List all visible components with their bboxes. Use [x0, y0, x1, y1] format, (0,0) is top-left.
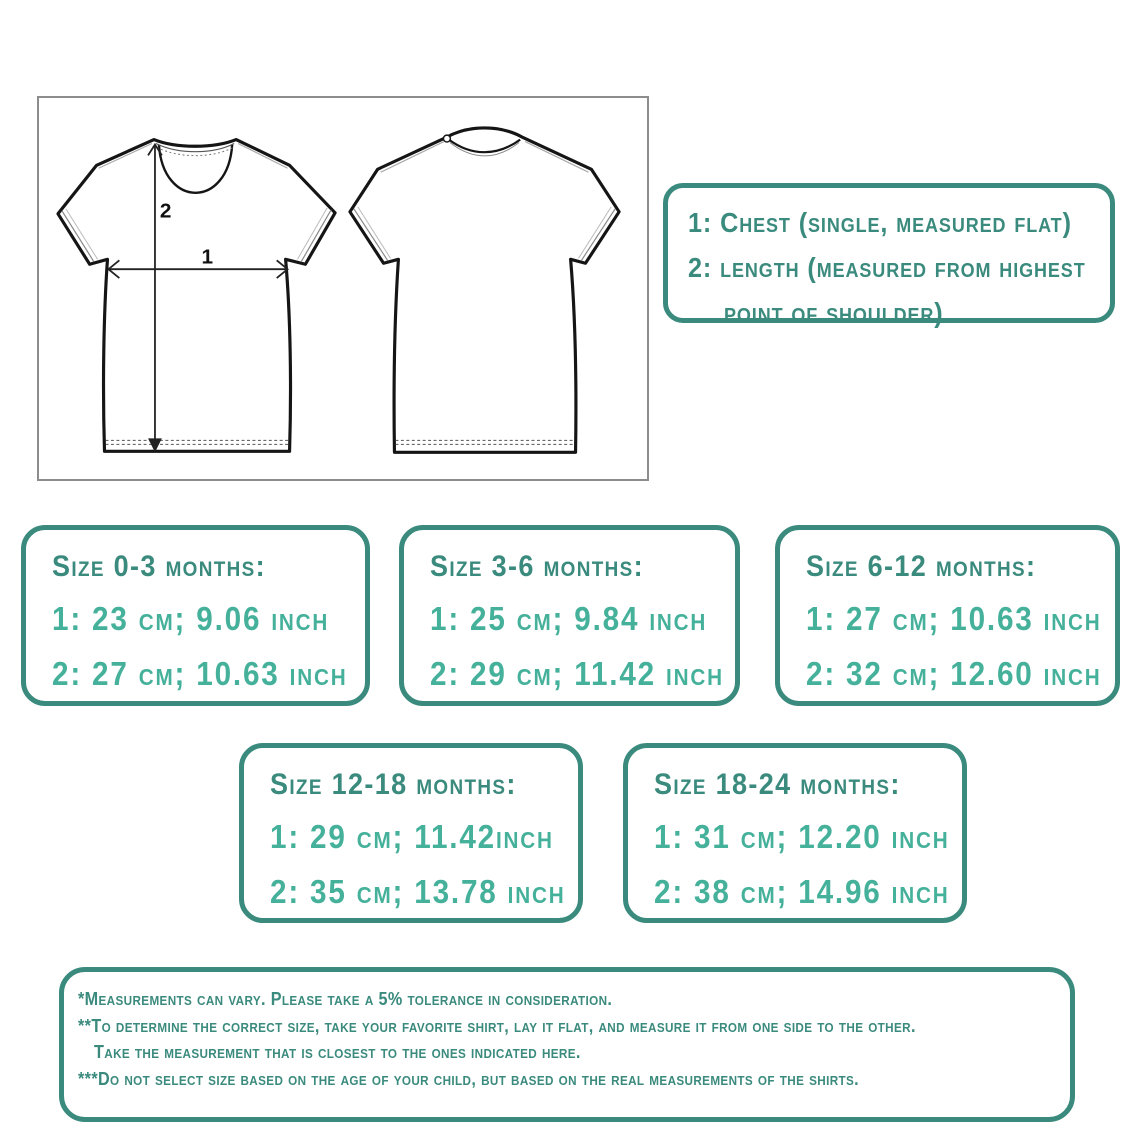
- size-box-title: [806, 544, 1115, 595]
- size-box-title-text: Size 0-3 months:: [52, 550, 266, 583]
- chest-measurement-text: 1: 27 cm; 10.63 inch: [806, 600, 1102, 637]
- length-measurement: [52, 650, 365, 705]
- size-box-title: [430, 544, 735, 595]
- footnote-how-to-measure-cont: [94, 1040, 1070, 1067]
- collar-notch: [443, 135, 450, 142]
- size-box-3-6-months: [399, 525, 740, 706]
- legend-line-chest: [688, 203, 1110, 248]
- chest-measurement-text: 1: 25 cm; 9.84 inch: [430, 600, 708, 637]
- footnote-how-to-measure-text: **To determine the correct size, take your favorite shirt, lay it flat, and measure it from one side to the other.: [78, 1015, 916, 1036]
- chest-arrow-label: 1: [201, 245, 214, 269]
- legend-line-chest-text: 1: Chest (single, measured flat): [688, 207, 1072, 238]
- chest-measurement-text: 1: 23 cm; 9.06 inch: [52, 600, 330, 637]
- size-box-12-18-months: [239, 743, 583, 923]
- legend-line-length-cont: [724, 293, 1110, 338]
- footnote-age-warning-text: ***Do not select size based on the age of your child, but based on the real measurements of the shirts.: [78, 1068, 860, 1089]
- size-box-title: [654, 762, 962, 813]
- length-measurement-text: 2: 29 cm; 11.42 inch: [430, 655, 724, 692]
- tshirt-diagram-panel: [37, 96, 649, 481]
- chest-measurement-text: 1: 29 cm; 11.42inch: [270, 818, 554, 855]
- footnote-how-to-measure-cont-text: Take the measurement that is closest to the ones indicated here.: [94, 1042, 581, 1062]
- size-box-title-text: Size 3-6 months:: [430, 550, 644, 583]
- chest-measurement-text: 1: 31 cm; 12.20 inch: [654, 818, 950, 855]
- size-box-title-text: Size 6-12 months:: [806, 550, 1037, 583]
- length-arrow-label: 2: [159, 199, 172, 223]
- size-box-title: [270, 762, 578, 813]
- length-measurement: [654, 868, 962, 923]
- length-measurement-text: 2: 35 cm; 13.78 inch: [270, 873, 566, 910]
- size-box-6-12-months: [775, 525, 1120, 706]
- length-measurement: [270, 868, 578, 923]
- length-measurement-text: 2: 27 cm; 10.63 inch: [52, 655, 348, 692]
- footnote-how-to-measure: [78, 1014, 1070, 1041]
- chest-measurement: [270, 813, 578, 868]
- front-shirt: [58, 140, 335, 452]
- chest-measurement: [52, 595, 365, 650]
- size-box-title-text: Size 12-18 months:: [270, 768, 517, 801]
- chest-measurement: [806, 595, 1115, 650]
- footnote-age-warning: [78, 1067, 1070, 1094]
- footnote-tolerance: [78, 987, 1070, 1014]
- size-box-title: [52, 544, 365, 595]
- size-box-0-3-months: [21, 525, 370, 706]
- footnotes-box: [59, 967, 1075, 1122]
- chest-measurement: [654, 813, 962, 868]
- measurement-legend-box: [663, 183, 1115, 328]
- chest-measurement: [430, 595, 735, 650]
- legend-line-length-text: 2: length (measured from highest: [688, 252, 1086, 283]
- size-box-18-24-months: [623, 743, 967, 923]
- length-measurement-text: 2: 38 cm; 14.96 inch: [654, 873, 950, 910]
- footnote-tolerance-text: *Measurements can vary. Please take a 5% tolerance in consideration.: [78, 989, 613, 1009]
- tshirt-technical-drawing: [39, 98, 647, 479]
- length-measurement: [806, 650, 1115, 705]
- back-shirt: [350, 128, 619, 452]
- length-measurement-text: 2: 32 cm; 12.60 inch: [806, 655, 1102, 692]
- size-box-title-text: Size 18-24 months:: [654, 768, 901, 801]
- legend-line-length-cont-text: point of shoulder): [724, 297, 944, 328]
- legend-line-length: [688, 248, 1110, 293]
- length-measurement: [430, 650, 735, 705]
